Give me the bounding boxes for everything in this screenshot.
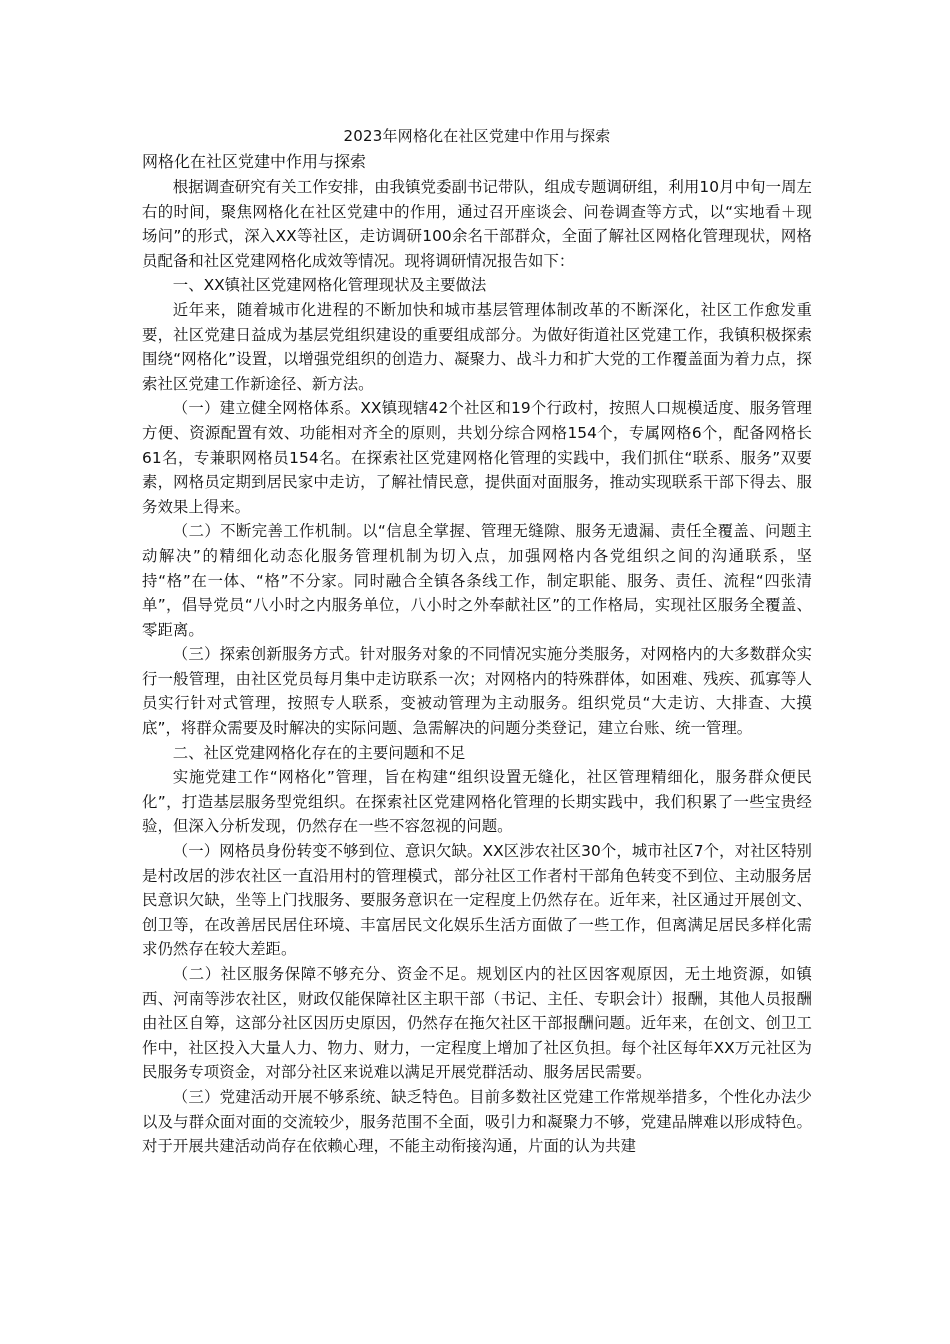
paragraph-problems-intro: 实施党建工作“网格化”管理，旨在构建“组织设置无缝化，社区管理精细化，服务群众便民化”，打造基层服务型党组织。在探索社区党建网格化管理的长期实践中，我们积累了一些宝贵经验，但深入分析发现，仍然存在一些不容忽视的问题。 [142, 768, 812, 836]
paragraph-background: 近年来，随着城市化进程的不断加快和城市基层管理体制改革的不断深化，社区工作愈发重要，社区党建日益成为基层党组织建设的重要组成部分。为做好街道社区党建工作，我镇积极探索围绕“网格化”设置，以增强党组织的创造力、凝聚力、战斗力和扩大党的工作覆盖面为着力点，探索社区党建工作新途径、新方法。 [142, 300, 812, 393]
paragraph-work-mechanism: （二）不断完善工作机制。以“信息全掌握、管理无缝隙、服务无遗漏、责任全覆盖、问题主动解决”的精细化动态化服务管理机制为切入点，加强网格内各党组织之间的沟通联系，坚持“格”在一体、“格”不分家。同时融合全镇各条线工作，制定职能、服务、责任、流程“四张清单”，倡导党员“八小时之内服务单位，八小时之外奉献社区”的工作格局，实现社区服务全覆盖、零距离。 [142, 522, 812, 639]
document-page [142, 124, 812, 1159]
paragraph-problem-2: （二）社区服务保障不够充分、资金不足。规划区内的社区因客观原因，无土地资源，如镇西、河南等涉农社区，财政仅能保障社区主职干部（书记、主任、专职会计）报酬，其他人员报酬由社区自筹，这部分社区因历史原因，仍然存在拖欠社区干部报酬问题。近年来，在创文、创卫工作中，社区投入大量人力、物力、财力，一定程度上增加了社区负担。每个社区每年XX万元社区为民服务专项资金，对部分社区来说难以满足开展党群活动、服务居民需要。 [142, 965, 812, 1082]
paragraph-grid-system: （一）建立健全网格体系。XX镇现辖42个社区和19个行政村，按照人口规模适度、服务管理方便、资源配置有效、功能相对齐全的原则，共划分综合网格154个，专属网格6个，配备网格长61名，专兼职网格员154名。在探索社区党建网格化管理的实践中，我们抓住“联系、服务”双要素，网格员定期到居民家中走访，了解社情民意，提供面对面服务，推动实现联系干部下得去、服务效果上得来。 [142, 399, 812, 516]
paragraph-problem-3: （三）党建活动开展不够系统、缺乏特色。目前多数社区党建工作常规举措多，个性化办法少以及与群众面对面的交流较少，服务范围不全面，吸引力和凝聚力不够，党建品牌难以形成特色。对于开展共建活动尚存在依赖心理，不能主动衔接沟通，片面的认为共建 [142, 1087, 812, 1156]
paragraph-intro: 根据调查研究有关工作安排，由我镇党委副书记带队，组成专题调研组，利用10月中旬一周左右的时间，聚焦网格化在社区党建中的作用，通过召开座谈会、问卷调查等方式，以“实地看＋现场问”的形式，深入XX等社区，走访调研100余名干部群众，全面了解社区网格化管理现状，网格员配备和社区党建网格化成效等情况。现将调研情况报告如下： [142, 178, 812, 270]
section-heading-1: 一、XX镇社区党建网格化管理现状及主要做法 [172, 276, 487, 295]
section-heading-2: 二、社区党建网格化存在的主要问题和不足 [172, 743, 466, 762]
paragraph-problem-1: （一）网格员身份转变不够到位、意识欠缺。XX区涉农社区30个，城市社区7个，对社区特别是村改居的涉农社区一直沿用村的管理模式，部分社区工作者村干部角色转变不到位、主动服务居民意识欠缺，坐等上门找服务、要服务意识在一定程度上仍然存在。近年来，社区通过开展创文、创卫等，在改善居民居住环境、丰富居民文化娱乐生活方面做了一些工作，但离满足居民多样化需求仍然存在较大差距。 [142, 842, 812, 959]
paragraph-service-method: （三）探索创新服务方式。针对服务对象的不同情况实施分类服务，对网格内的大多数群众实行一般管理，由社区党员每月集中走访联系一次；对网格内的特殊群体，如困难、残疾、孤寡等人员实行针对式管理，按照专人联系，变被动管理为主动服务。组织党员“大走访、大排查、大摸底”，将群众需要及时解决的实际问题、急需解决的问题分类登记，建立台账、统一管理。 [142, 645, 812, 738]
document-subtitle: 网格化在社区党建中作用与探索 [142, 152, 367, 171]
document-title: 2023年网格化在社区党建中作用与探索 [343, 127, 611, 145]
